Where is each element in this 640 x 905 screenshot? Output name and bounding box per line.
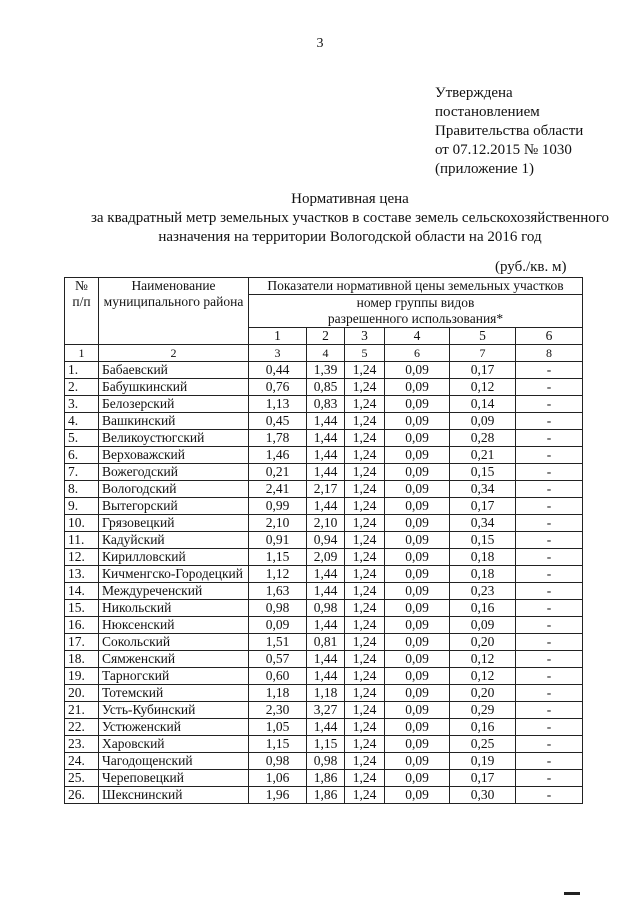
table-row [65, 736, 583, 753]
district-name: Череповецкий [99, 770, 249, 787]
table-row [65, 396, 583, 413]
price-cell-group-4: 0,09 [385, 600, 450, 617]
price-cell-group-3: 1,24 [345, 515, 385, 532]
header-group: номер группы видов разрешенного использования* [249, 295, 583, 328]
price-cell-group-3: 1,24 [345, 430, 385, 447]
price-cell-group-1: 0,99 [249, 498, 307, 515]
row-number: 14. [65, 583, 99, 600]
price-cell-group-6: - [516, 787, 583, 804]
row-number: 6. [65, 447, 99, 464]
price-cell-group-6: - [516, 515, 583, 532]
price-cell-group-2: 1,44 [307, 617, 345, 634]
price-cell-group-6: - [516, 532, 583, 549]
price-cell-group-1: 0,76 [249, 379, 307, 396]
col-number-3: 3 [249, 345, 307, 362]
price-cell-group-6: - [516, 600, 583, 617]
row-number: 16. [65, 617, 99, 634]
table-row [65, 583, 583, 600]
price-cell-group-5: 0,17 [450, 498, 516, 515]
table-row [65, 770, 583, 787]
district-name: Устюженский [99, 719, 249, 736]
price-cell-group-2: 1,44 [307, 583, 345, 600]
price-cell-group-5: 0,12 [450, 651, 516, 668]
price-cell-group-2: 0,81 [307, 634, 345, 651]
price-cell-group-2: 0,85 [307, 379, 345, 396]
price-cell-group-5: 0,20 [450, 634, 516, 651]
price-cell-group-4: 0,09 [385, 566, 450, 583]
price-cell-group-5: 0,21 [450, 447, 516, 464]
document-title [60, 190, 640, 247]
price-cell-group-5: 0,15 [450, 532, 516, 549]
price-cell-group-2: 0,94 [307, 532, 345, 549]
approval-line: Утверждена [435, 85, 513, 101]
price-cell-group-5: 0,25 [450, 736, 516, 753]
table-row [65, 702, 583, 719]
district-name: Вытегорский [99, 498, 249, 515]
price-cell-group-2: 1,15 [307, 736, 345, 753]
price-cell-group-6: - [516, 685, 583, 702]
row-number: 9. [65, 498, 99, 515]
row-number: 23. [65, 736, 99, 753]
price-cell-group-3: 1,24 [345, 719, 385, 736]
price-cell-group-4: 0,09 [385, 430, 450, 447]
price-cell-group-5: 0,19 [450, 753, 516, 770]
price-cell-group-4: 0,09 [385, 651, 450, 668]
price-cell-group-4: 0,09 [385, 787, 450, 804]
price-cell-group-3: 1,24 [345, 396, 385, 413]
row-number: 13. [65, 566, 99, 583]
price-cell-group-1: 1,06 [249, 770, 307, 787]
price-cell-group-4: 0,09 [385, 379, 450, 396]
row-number: 2. [65, 379, 99, 396]
header-indicators: Показатели нормативной цены земельных участков [249, 278, 583, 295]
row-number: 25. [65, 770, 99, 787]
price-cell-group-6: - [516, 396, 583, 413]
price-cell-group-1: 1,18 [249, 685, 307, 702]
price-cell-group-1: 0,91 [249, 532, 307, 549]
table-row [65, 651, 583, 668]
price-cell-group-3: 1,24 [345, 464, 385, 481]
price-cell-group-1: 2,41 [249, 481, 307, 498]
header-group-2: 2 [307, 328, 345, 345]
table-row [65, 617, 583, 634]
district-name: Бабаевский [99, 362, 249, 379]
header-num: № п/п [65, 278, 99, 345]
price-cell-group-1: 1,96 [249, 787, 307, 804]
price-cell-group-3: 1,24 [345, 787, 385, 804]
price-cell-group-3: 1,24 [345, 736, 385, 753]
district-name: Тарногский [99, 668, 249, 685]
price-cell-group-1: 0,21 [249, 464, 307, 481]
price-cell-group-6: - [516, 651, 583, 668]
row-number: 15. [65, 600, 99, 617]
price-cell-group-3: 1,24 [345, 753, 385, 770]
table-row [65, 362, 583, 379]
row-number: 24. [65, 753, 99, 770]
header-group-1: 1 [249, 328, 307, 345]
header-group-3: 3 [345, 328, 385, 345]
price-cell-group-3: 1,24 [345, 549, 385, 566]
price-cell-group-1: 1,15 [249, 736, 307, 753]
price-cell-group-1: 0,09 [249, 617, 307, 634]
row-number: 8. [65, 481, 99, 498]
table-body [65, 362, 583, 804]
price-cell-group-2: 1,86 [307, 770, 345, 787]
price-cell-group-2: 1,44 [307, 651, 345, 668]
district-name: Харовский [99, 736, 249, 753]
price-cell-group-2: 1,44 [307, 430, 345, 447]
district-name: Междуреченский [99, 583, 249, 600]
table-row [65, 515, 583, 532]
district-name: Нюксенский [99, 617, 249, 634]
price-cell-group-3: 1,24 [345, 770, 385, 787]
price-cell-group-5: 0,16 [450, 600, 516, 617]
price-cell-group-6: - [516, 566, 583, 583]
district-name: Вожегодский [99, 464, 249, 481]
price-cell-group-4: 0,09 [385, 464, 450, 481]
price-cell-group-1: 0,57 [249, 651, 307, 668]
approval-line: Правительства области [435, 123, 584, 139]
price-cell-group-4: 0,09 [385, 719, 450, 736]
district-name: Кичменгско-Городецкий [99, 566, 249, 583]
price-cell-group-6: - [516, 413, 583, 430]
table-row [65, 379, 583, 396]
price-cell-group-6: - [516, 379, 583, 396]
row-number: 17. [65, 634, 99, 651]
price-cell-group-4: 0,09 [385, 668, 450, 685]
price-cell-group-3: 1,24 [345, 498, 385, 515]
price-cell-group-3: 1,24 [345, 651, 385, 668]
price-cell-group-2: 0,98 [307, 600, 345, 617]
district-name: Сокольский [99, 634, 249, 651]
table-row [65, 464, 583, 481]
price-cell-group-2: 0,83 [307, 396, 345, 413]
row-number: 12. [65, 549, 99, 566]
price-cell-group-2: 2,10 [307, 515, 345, 532]
price-cell-group-3: 1,24 [345, 583, 385, 600]
price-cell-group-4: 0,09 [385, 736, 450, 753]
price-cell-group-6: - [516, 464, 583, 481]
price-cell-group-6: - [516, 617, 583, 634]
price-cell-group-1: 2,10 [249, 515, 307, 532]
price-cell-group-4: 0,09 [385, 702, 450, 719]
price-cell-group-2: 1,44 [307, 719, 345, 736]
col-number-1: 1 [65, 345, 99, 362]
price-cell-group-4: 0,09 [385, 447, 450, 464]
price-cell-group-2: 1,44 [307, 498, 345, 515]
price-cell-group-3: 1,24 [345, 566, 385, 583]
row-number: 19. [65, 668, 99, 685]
header-group-5: 5 [450, 328, 516, 345]
col-number-4: 4 [307, 345, 345, 362]
price-cell-group-6: - [516, 498, 583, 515]
district-name: Вашкинский [99, 413, 249, 430]
row-number: 26. [65, 787, 99, 804]
price-cell-group-3: 1,24 [345, 702, 385, 719]
price-cell-group-5: 0,09 [450, 413, 516, 430]
district-name: Шекснинский [99, 787, 249, 804]
price-cell-group-3: 1,24 [345, 413, 385, 430]
price-cell-group-6: - [516, 719, 583, 736]
price-cell-group-1: 2,30 [249, 702, 307, 719]
approval-line: постановлением [435, 104, 540, 120]
price-cell-group-5: 0,15 [450, 464, 516, 481]
district-name: Грязовецкий [99, 515, 249, 532]
approval-block [435, 84, 583, 179]
table-row [65, 634, 583, 651]
page-number: 3 [316, 36, 324, 51]
price-cell-group-3: 1,24 [345, 447, 385, 464]
price-cell-group-2: 1,44 [307, 413, 345, 430]
district-name: Вологодский [99, 481, 249, 498]
row-number: 22. [65, 719, 99, 736]
district-name: Тотемский [99, 685, 249, 702]
table-row [65, 668, 583, 685]
row-number: 7. [65, 464, 99, 481]
table-row [65, 566, 583, 583]
price-cell-group-1: 1,51 [249, 634, 307, 651]
price-cell-group-5: 0,18 [450, 549, 516, 566]
district-name: Кирилловский [99, 549, 249, 566]
price-cell-group-5: 0,18 [450, 566, 516, 583]
price-cell-group-6: - [516, 447, 583, 464]
price-cell-group-4: 0,09 [385, 515, 450, 532]
header-name: Наименование муниципального района [99, 278, 249, 345]
scan-mark [564, 892, 580, 895]
table-row [65, 719, 583, 736]
price-cell-group-2: 1,86 [307, 787, 345, 804]
price-cell-group-4: 0,09 [385, 481, 450, 498]
district-name: Никольский [99, 600, 249, 617]
price-cell-group-1: 1,12 [249, 566, 307, 583]
table-row [65, 430, 583, 447]
row-number: 4. [65, 413, 99, 430]
district-name: Великоустюгский [99, 430, 249, 447]
price-cell-group-5: 0,09 [450, 617, 516, 634]
price-cell-group-5: 0,34 [450, 515, 516, 532]
price-cell-group-2: 1,44 [307, 464, 345, 481]
price-cell-group-2: 0,98 [307, 753, 345, 770]
price-cell-group-1: 0,45 [249, 413, 307, 430]
price-cell-group-4: 0,09 [385, 634, 450, 651]
price-cell-group-5: 0,12 [450, 668, 516, 685]
row-number: 18. [65, 651, 99, 668]
price-cell-group-5: 0,14 [450, 396, 516, 413]
price-cell-group-5: 0,30 [450, 787, 516, 804]
price-cell-group-4: 0,09 [385, 396, 450, 413]
header-group-6: 6 [516, 328, 583, 345]
price-cell-group-4: 0,09 [385, 498, 450, 515]
table-row [65, 447, 583, 464]
price-cell-group-6: - [516, 668, 583, 685]
price-cell-group-5: 0,12 [450, 379, 516, 396]
price-cell-group-4: 0,09 [385, 413, 450, 430]
price-cell-group-2: 1,18 [307, 685, 345, 702]
price-cell-group-3: 1,24 [345, 617, 385, 634]
table-row [65, 787, 583, 804]
row-number: 20. [65, 685, 99, 702]
district-name: Сямженский [99, 651, 249, 668]
price-cell-group-5: 0,17 [450, 770, 516, 787]
table-row [65, 498, 583, 515]
price-cell-group-6: - [516, 753, 583, 770]
price-cell-group-3: 1,24 [345, 379, 385, 396]
col-number-5: 5 [345, 345, 385, 362]
price-cell-group-4: 0,09 [385, 532, 450, 549]
price-cell-group-2: 2,09 [307, 549, 345, 566]
price-cell-group-1: 1,63 [249, 583, 307, 600]
price-cell-group-4: 0,09 [385, 583, 450, 600]
price-cell-group-1: 1,13 [249, 396, 307, 413]
price-cell-group-4: 0,09 [385, 549, 450, 566]
district-name: Бабушкинский [99, 379, 249, 396]
col-number-7: 7 [450, 345, 516, 362]
col-number-6: 6 [385, 345, 450, 362]
price-cell-group-5: 0,20 [450, 685, 516, 702]
row-number: 21. [65, 702, 99, 719]
approval-line: (приложение 1) [435, 161, 534, 177]
approval-line: от 07.12.2015 № 1030 [435, 142, 572, 158]
row-number: 3. [65, 396, 99, 413]
price-cell-group-6: - [516, 430, 583, 447]
price-cell-group-6: - [516, 362, 583, 379]
price-cell-group-3: 1,24 [345, 362, 385, 379]
price-cell-group-1: 1,15 [249, 549, 307, 566]
row-number: 11. [65, 532, 99, 549]
row-number: 1. [65, 362, 99, 379]
table-row [65, 753, 583, 770]
price-cell-group-3: 1,24 [345, 685, 385, 702]
price-cell-group-1: 1,05 [249, 719, 307, 736]
price-cell-group-4: 0,09 [385, 617, 450, 634]
price-cell-group-3: 1,24 [345, 532, 385, 549]
table-row [65, 685, 583, 702]
units-label: (руб./кв. м) [495, 259, 567, 275]
price-cell-group-4: 0,09 [385, 770, 450, 787]
price-cell-group-5: 0,16 [450, 719, 516, 736]
price-cell-group-6: - [516, 634, 583, 651]
district-name: Белозерский [99, 396, 249, 413]
row-number: 10. [65, 515, 99, 532]
title-line-2: за квадратный метр земельных участков в составе земель сельскохозяйственного [90, 210, 610, 226]
table-row [65, 481, 583, 498]
price-cell-group-4: 0,09 [385, 753, 450, 770]
price-cell-group-5: 0,23 [450, 583, 516, 600]
header-group-4: 4 [385, 328, 450, 345]
price-cell-group-1: 0,44 [249, 362, 307, 379]
price-cell-group-6: - [516, 770, 583, 787]
price-cell-group-3: 1,24 [345, 634, 385, 651]
row-number: 5. [65, 430, 99, 447]
price-cell-group-2: 2,17 [307, 481, 345, 498]
district-name: Усть-Кубинский [99, 702, 249, 719]
price-cell-group-6: - [516, 549, 583, 566]
table-row [65, 532, 583, 549]
title-line-3: назначения на территории Вологодской области на 2016 год [158, 229, 542, 245]
price-cell-group-2: 3,27 [307, 702, 345, 719]
price-cell-group-6: - [516, 702, 583, 719]
price-cell-group-5: 0,17 [450, 362, 516, 379]
price-cell-group-6: - [516, 583, 583, 600]
price-cell-group-4: 0,09 [385, 362, 450, 379]
price-cell-group-2: 1,44 [307, 447, 345, 464]
district-name: Кадуйский [99, 532, 249, 549]
price-cell-group-2: 1,44 [307, 566, 345, 583]
price-cell-group-1: 1,78 [249, 430, 307, 447]
price-cell-group-1: 0,60 [249, 668, 307, 685]
district-name: Верховажский [99, 447, 249, 464]
price-table [64, 277, 583, 804]
price-cell-group-5: 0,28 [450, 430, 516, 447]
col-number-8: 8 [516, 345, 583, 362]
price-cell-group-1: 0,98 [249, 753, 307, 770]
price-cell-group-4: 0,09 [385, 685, 450, 702]
table-row [65, 549, 583, 566]
price-cell-group-2: 1,44 [307, 668, 345, 685]
price-cell-group-3: 1,24 [345, 600, 385, 617]
title-line-1: Нормативная цена [291, 191, 409, 207]
price-cell-group-1: 1,46 [249, 447, 307, 464]
district-name: Чагодощенский [99, 753, 249, 770]
price-cell-group-5: 0,29 [450, 702, 516, 719]
price-cell-group-5: 0,34 [450, 481, 516, 498]
price-cell-group-1: 0,98 [249, 600, 307, 617]
price-cell-group-6: - [516, 481, 583, 498]
price-cell-group-3: 1,24 [345, 481, 385, 498]
price-cell-group-6: - [516, 736, 583, 753]
table-row [65, 600, 583, 617]
price-cell-group-3: 1,24 [345, 668, 385, 685]
price-cell-group-2: 1,39 [307, 362, 345, 379]
table-row [65, 413, 583, 430]
col-number-2: 2 [99, 345, 249, 362]
